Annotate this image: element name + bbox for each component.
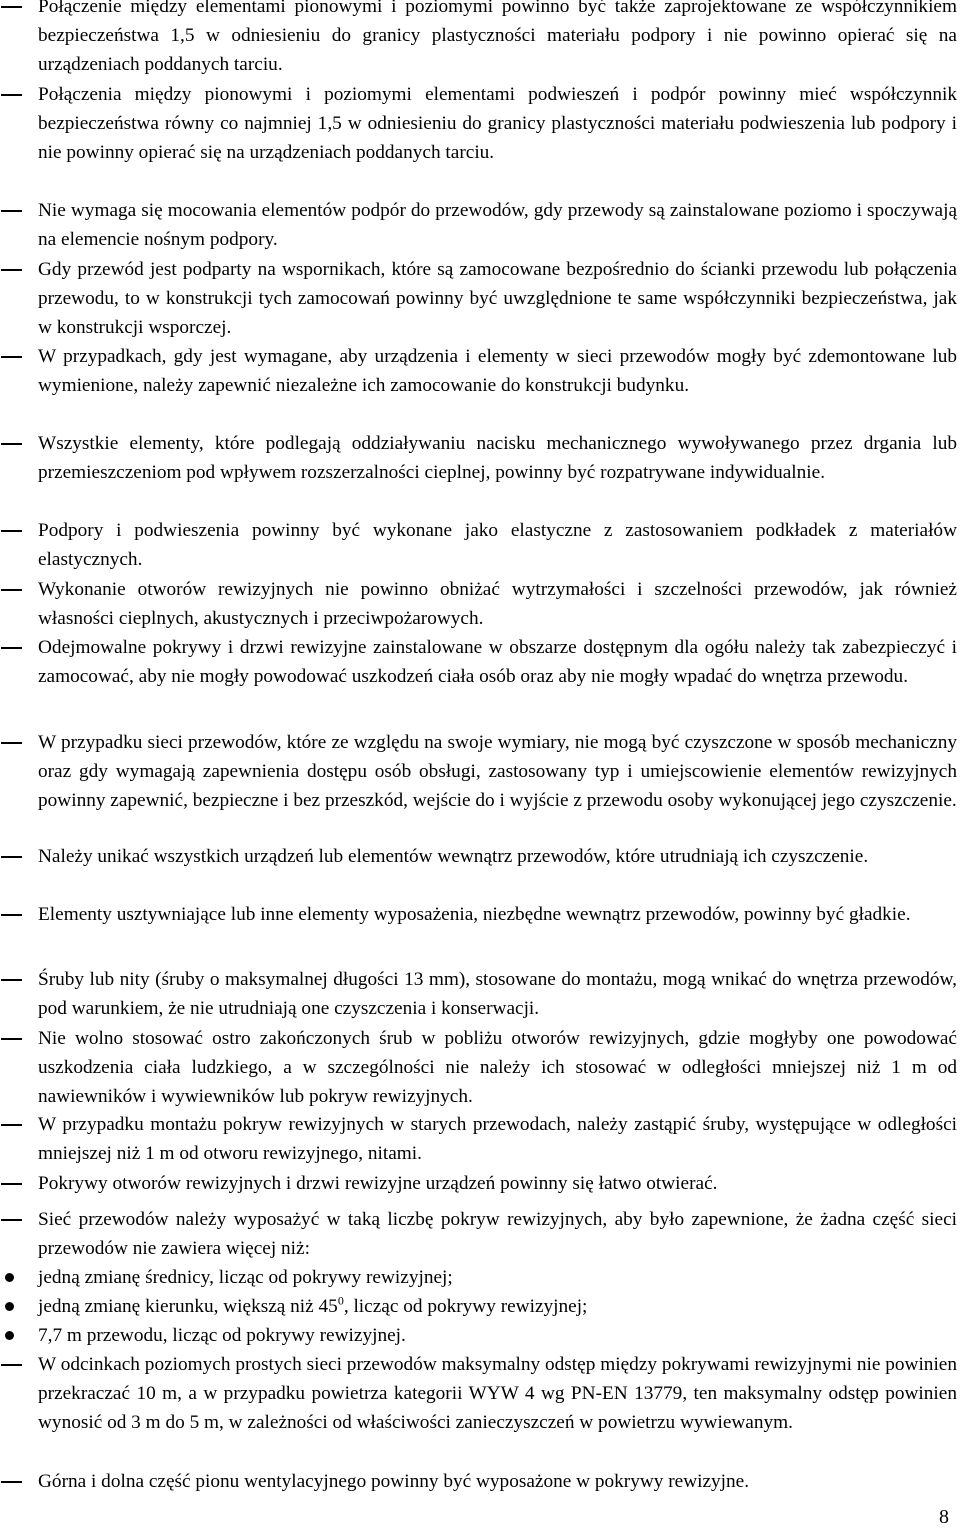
dash-bullet-icon: [0, 1467, 30, 1496]
list-item: [0, 1205, 960, 1263]
list-item-text: Sieć przewodów należy wyposażyć w taką liczbę pokryw rewizyjnych, aby było zapewnione, że żadna część sieci przewodów nie zawiera więcej niż:: [38, 1209, 957, 1260]
list-item-text-part: , licząc od pokrywy rewizyjnej;: [343, 1296, 588, 1317]
round-bullet-icon: [0, 1263, 30, 1292]
list-item: [0, 80, 960, 167]
dash-bullet-icon: [0, 342, 30, 371]
list-item-text: Połączenia między pionowymi i poziomymi elementami podwieszeń i podpór powinny mieć współczynnik bezpieczeństwa równy co najmniej 1,5 w odniesieniu do granicy plastyczności materiału podwieszenia lub podpory i nie powinny opierać się na urządzeniach poddanych tarciu.: [38, 84, 957, 164]
dash-bullet-icon: [0, 1350, 30, 1379]
list-item: [0, 900, 960, 929]
list-item-text: Śruby lub nity (śruby o maksymalnej długości 13 mm), stosowane do montażu, mogą wnikać do wnętrza przewodów, pod warunkiem, że nie utrudniają one czyszczenia i konserwacji.: [38, 969, 957, 1020]
list-item: [0, 728, 960, 815]
list-item-text: Gdy przewód jest podparty na wspornikach, które są zamocowane bezpośrednio do ścianki przewodu lub połączenia przewodu, to w konstrukcji tych zamocowań powinny być uwzględnione te same współczynniki bezpieczeństwa, jak w konstrukcji wsporczej.: [38, 259, 957, 339]
dash-bullet-icon: [0, 1169, 30, 1198]
list-item-text: Należy unikać wszystkich urządzeń lub elementów wewnątrz przewodów, które utrudniają ich czyszczenie.: [38, 846, 869, 867]
dash-bullet-icon: [0, 1110, 30, 1139]
list-item-text: Górna i dolna część pionu wentylacyjnego powinny być wyposażone w pokrywy rewizyjne.: [38, 1471, 750, 1492]
round-bullet-icon: [0, 1321, 30, 1350]
list-item-text: Wszystkie elementy, które podlegają oddziaływaniu nacisku mechanicznego wywoływanego przez drgania lub przemieszczeniom pod wpływem rozszerzalności cieplnej, powinny być rozpatrywane indywidualnie.: [38, 433, 957, 484]
list-item-text: W przypadku montażu pokryw rewizyjnych w starych przewodach, należy zastąpić śruby, występujące w odległości mniejszej niż 1 m od otworu rewizyjnego, nitami.: [38, 1114, 957, 1165]
list-item: [0, 575, 960, 633]
list-item: [0, 1110, 960, 1168]
list-item: [0, 842, 960, 871]
dash-bullet-icon: [0, 516, 30, 545]
dash-bullet-icon: [0, 80, 30, 109]
list-item-text: W przypadkach, gdy jest wymagane, aby urządzenia i elementy w sieci przewodów mogły być zdemontowane lub wymienione, należy zapewnić niezależne ich zamocowanie do konstrukcji budynku.: [38, 346, 957, 397]
dash-bullet-icon: [0, 965, 30, 994]
list-item: [0, 1292, 960, 1321]
list-item-text: Pokrywy otworów rewizyjnych i drzwi rewizyjne urządzeń powinny się łatwo otwierać.: [38, 1173, 718, 1194]
list-item-text: jedną zmianę średnicy, licząc od pokrywy rewizyjnej;: [38, 1267, 453, 1288]
list-item-text: Nie wolno stosować ostro zakończonych śrub w pobliżu otworów rewizyjnych, gdzie mogłyby one powodować uszkodzenia ciała ludzkiego, a w szczególności nie należy ich stosować w odległości mniejszej niż 1 m od nawiewników i wywiewników lub pokryw rewizyjnych.: [38, 1028, 957, 1108]
list-item-text: Elementy usztywniające lub inne elementy wyposażenia, niezbędne wewnątrz przewodów, powinny być gładkie.: [38, 904, 911, 925]
list-item: [0, 1350, 960, 1437]
dash-bullet-icon: [0, 575, 30, 604]
list-item: [0, 1467, 960, 1496]
dash-bullet-icon: [0, 842, 30, 871]
dash-bullet-icon: [0, 0, 30, 21]
list-item-text: Nie wymaga się mocowania elementów podpór do przewodów, gdy przewody są zainstalowane poziomo i spoczywają na elemencie nośnym podpory.: [38, 200, 957, 251]
list-item-text: W przypadku sieci przewodów, które ze względu na swoje wymiary, nie mogą być czyszczone w sposób mechaniczny oraz gdy wymagają zapewnienia dostępu osób obsługi, zastosowany typ i umiejscowienie elementów rewizyjnych powinny zapewnić, bezpieczne i bez przeszkód, wejście do i wyjście z przewodu osoby wykonującej jego czyszczenie.: [38, 732, 957, 812]
list-item-text-part: jedną zmianę kierunku, większą niż 45: [38, 1296, 338, 1317]
round-bullet-icon: [0, 1292, 30, 1321]
page-number: 8: [939, 1506, 949, 1528]
list-item: [0, 1169, 960, 1198]
dash-bullet-icon: [0, 429, 30, 458]
list-item-text: 7,7 m przewodu, licząc od pokrywy rewizyjnej.: [38, 1325, 406, 1346]
list-item-text: Wykonanie otworów rewizyjnych nie powinno obniżać wytrzymałości i szczelności przewodów, jak również własności cieplnych, akustycznych i przeciwpożarowych.: [38, 579, 957, 630]
list-item-text: W odcinkach poziomych prostych sieci przewodów maksymalny odstęp między pokrywami rewizyjnymi nie powinien przekraczać 10 m, a w przypadku powietrza kategorii WYW 4 wg PN-EN 13779, ten maksymalny odstęp powinien wynosić od 3 m do 5 m, w zależności od właściwości zanieczyszczeń w powietrzu wywiewanym.: [38, 1354, 957, 1434]
list-item: [0, 429, 960, 487]
list-item: [0, 516, 960, 574]
dash-bullet-icon: [0, 1024, 30, 1053]
list-item-text: Odejmowalne pokrywy i drzwi rewizyjne zainstalowane w obszarze dostępnym dla ogółu należy tak zabezpieczyć i zamocować, aby nie mogły powodować uszkodzeń ciała osób oraz aby nie mogły wpadać do wnętrza przewodu.: [38, 637, 957, 688]
dash-bullet-icon: [0, 633, 30, 662]
list-item-text: [38, 1292, 957, 1321]
list-item: [0, 633, 960, 691]
list-item: [0, 1024, 960, 1111]
dash-bullet-icon: [0, 255, 30, 284]
list-item: [0, 342, 960, 400]
list-item: [0, 255, 960, 342]
list-item-text: Połączenie między elementami pionowymi i poziomymi powinno być także zaprojektowane ze współczynnikiem bezpieczeństwa 1,5 w odniesieniu do granicy plastyczności materiału podpory i nie powinno opierać się na urządzeniach poddanych tarciu.: [38, 0, 957, 76]
list-item: [0, 196, 960, 254]
dash-bullet-icon: [0, 196, 30, 225]
dash-bullet-icon: [0, 1205, 30, 1234]
list-item: [0, 965, 960, 1023]
dash-bullet-icon: [0, 728, 30, 757]
list-item: [0, 1263, 960, 1292]
list-item-text: Podpory i podwieszenia powinny być wykonane jako elastyczne z zastosowaniem podkładek z materiałów elastycznych.: [38, 520, 957, 571]
degree-superscript: 0: [337, 1293, 344, 1308]
list-item: [0, 0, 960, 79]
dash-bullet-icon: [0, 900, 30, 929]
list-item: [0, 1321, 960, 1350]
